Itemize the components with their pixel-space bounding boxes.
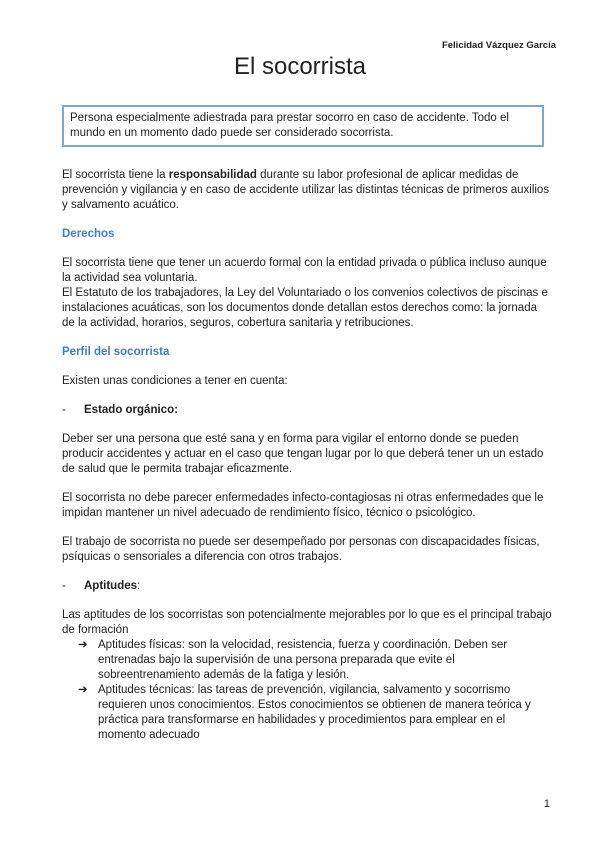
aptitudes-list xyxy=(62,638,552,743)
aptitudes-bullet xyxy=(62,579,552,594)
list-item xyxy=(62,683,552,743)
page-title: El socorrista xyxy=(233,53,367,80)
aptitudes-label: Aptitudes xyxy=(84,580,138,592)
estado-paragraph-3: El trabajo de socorrista no puede ser desempeñado por personas con discapacidades físicas, psíquicas o sensoriales a diferencia con otros trabajos. xyxy=(62,536,540,563)
intro-paragraph xyxy=(62,168,552,213)
list-item-text: Aptitudes físicas: son la velocidad, resistencia, fuerza y coordinación. Deben ser entrenadas bajo la supervisión de una persona preparada que evite el sobreentrenamiento además de la fatiga y lesión. xyxy=(98,639,508,681)
estado-paragraph-2: El socorrista no debe parecer enfermedades infecto-contagiosas ni otras enfermedades que le impidan mantener un nivel adecuado de rendimiento físico, técnico o psicológico. xyxy=(62,492,544,519)
definition-text: Persona especialmente adiestrada para prestar socorro en caso de accidente. Todo el mundo en un momento dado puede ser considerado socorrista. xyxy=(70,112,509,139)
list-item-text: Aptitudes técnicas: las tareas de prevención, vigilancia, salvamento y socorrismo requieren unos conocimientos. Estos conocimientos se obtienen de manera teórica y práctica para transformarse en habilidades y procedimientos para emplear en el momento adecuado xyxy=(98,684,531,741)
list-item xyxy=(62,638,552,683)
intro-after: durante su labor profesional de aplicar medidas de prevención y vigilancia y en caso de accidente utilizar las distintas técnicas de primeros auxilios y salvamento acuático. xyxy=(62,169,550,211)
derechos-paragraph-2: El Estatuto de los trabajadores, la Ley del Voluntariado o los convenios colectivos de piscinas e instalaciones acuáticas, son los documentos donde detallan estos derechos como: la jornada de la actividad, horarios, seguros, cobertura sanitaria y retribuciones. xyxy=(62,287,548,329)
estado-paragraph-1: Deber ser una persona que esté sana y en forma para vigilar el entorno donde se pueden producir accidentes y actuar en el caso que tengan lugar por lo que deberá tener un un estado de salud que le permita trabajar eficazmente. xyxy=(62,433,544,475)
author-name: Felicidad Vázquez García xyxy=(441,40,556,51)
definition-box xyxy=(62,105,544,147)
arrow-right-icon: ➔ xyxy=(78,684,88,696)
document-content xyxy=(62,168,552,743)
derechos-heading: Derechos xyxy=(62,228,115,240)
estado-organico-label: Estado orgánico: xyxy=(84,404,178,416)
arrow-right-icon: ➔ xyxy=(78,639,88,651)
perfil-heading: Perfil del socorrista xyxy=(62,346,170,358)
estado-organico-bullet xyxy=(62,403,552,418)
page-number: 1 xyxy=(543,798,550,810)
aptitudes-intro: Las aptitudes de los socorristas son potencialmente mejorables por lo que es el principal trabajo de formación xyxy=(62,609,552,636)
aptitudes-colon: : xyxy=(137,580,141,592)
intro-bold: responsabilidad xyxy=(168,169,257,181)
intro-before: El socorrista tiene la xyxy=(62,169,169,181)
perfil-intro: Existen unas condiciones a tener en cuenta: xyxy=(62,375,288,387)
derechos-paragraph-1: El socorrista tiene que tener un acuerdo formal con la entidad privada o pública incluso aunque la actividad sea voluntaria. xyxy=(62,257,547,284)
bullet-dash: - xyxy=(62,580,66,592)
bullet-dash: - xyxy=(62,404,66,416)
